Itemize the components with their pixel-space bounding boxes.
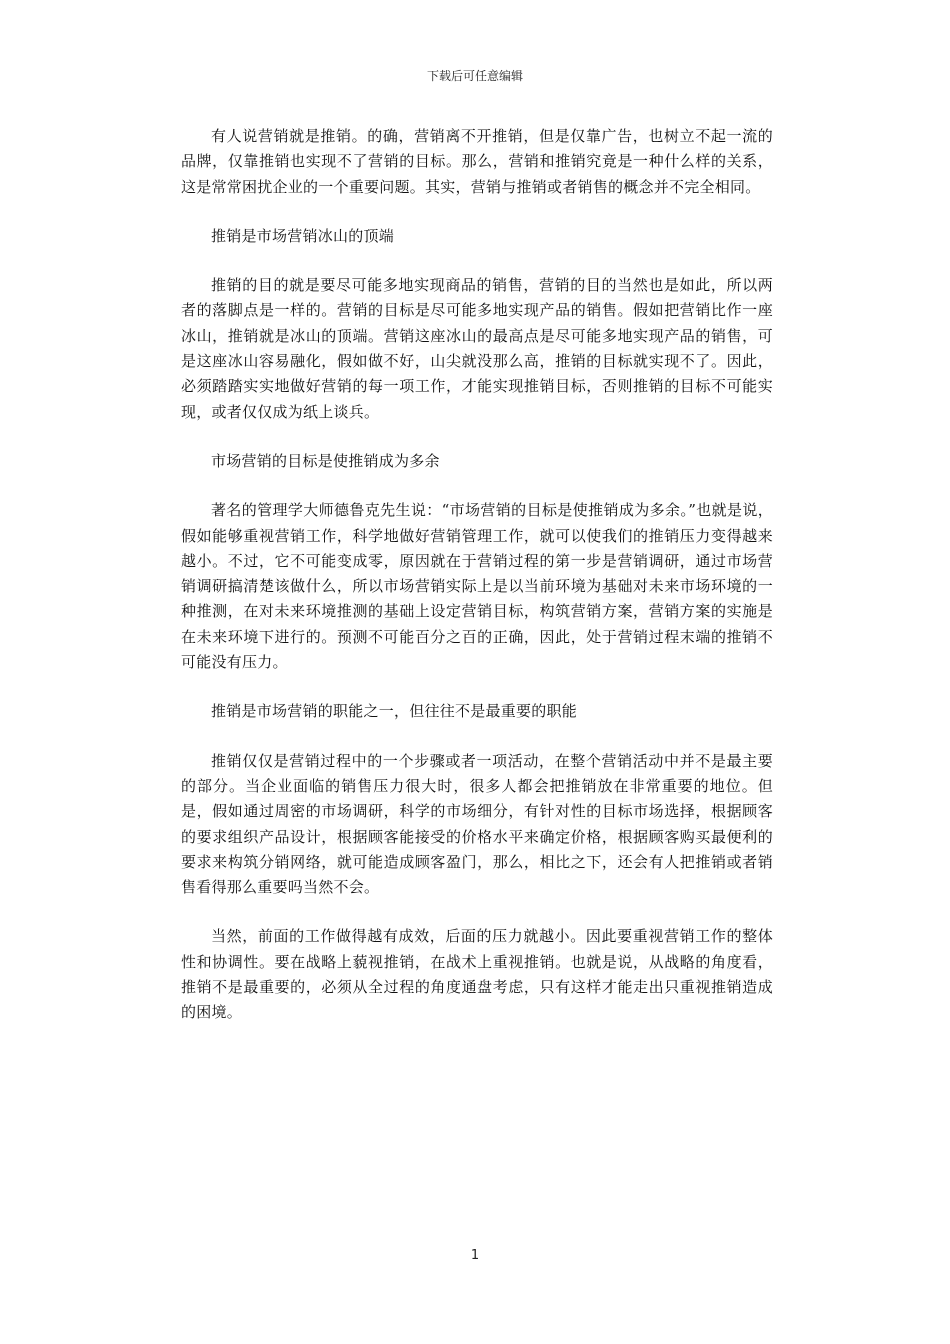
- paragraph-spacer: [181, 675, 773, 699]
- section-heading-iceberg: 推销是市场营销冰山的顶端: [211, 226, 395, 245]
- page-header: 下载后可任意编辑: [426, 69, 523, 83]
- paragraph-spacer: [181, 725, 773, 749]
- paragraph-spacer: [181, 249, 773, 273]
- paragraph-spacer: [181, 900, 773, 924]
- section-heading-function: 推销是市场营销的职能之一，但往往不是最重要的职能: [211, 702, 578, 721]
- paragraph-intro: 有人说营销就是推销。的确，营销离不开推销，但是仅靠广告，也树立不起一流的品牌，仅靠推销也实现不了营销的目标。那么，营销和推销究竟是一种什么样的关系，这是常常困扰企业的一个重要问题。其实，营销与推销或者销售的概念并不完全相同。: [181, 127, 773, 196]
- page-number: 1: [470, 1248, 480, 1263]
- paragraph-function: 推销仅仅是营销过程中的一个步骤或者一项活动，在整个营销活动中并不是最主要的部分。当企业面临的销售压力很大时，很多人都会把推销放在非常重要的地位。但是，假如通过周密的市场调研，科学的市场细分，有针对性的目标市场选择，根据顾客的要求组织产品设计，根据顾客能接受的价格水平来确定价格，根据顾客购买最便利的要求来构筑分销网络，就可能造成顾客盈门，那么，相比之下，还会有人把推销或者销售看得那么重要吗当然不会。: [181, 751, 773, 897]
- paragraph-drucker: 著名的管理学大师德鲁克先生说：“市场营销的目标是使推销成为多余。”也就是说，假如能够重视营销工作，科学地做好营销管理工作，就可以使我们的推销压力变得越来越小。不过，它不可能变成零，原因就在于营销过程的第一步是营销调研，通过市场营销调研搞清楚该做什么，所以市场营销实际上是以当前环境为基础对未来市场环境的一种推测，在对未来环境推测的基础上设定营销目标，构筑营销方案，营销方案的实施是在未来环境下进行的。预测不可能百分之百的正确，因此，处于营销过程末端的推销不可能没有压力。: [181, 501, 773, 672]
- paragraph-spacer: [181, 200, 773, 224]
- paragraph-spacer: [181, 425, 773, 449]
- section-heading-redundant-selling: 市场营销的目标是使推销成为多余: [211, 451, 440, 470]
- paragraph-conclusion: 当然，前面的工作做得越有成效，后面的压力就越小。因此要重视营销工作的整体性和协调性。要在战略上藐视推销，在战术上重视推销。也就是说，从战略的角度看，推销不是最重要的，必须从全过程的角度通盘考虑，只有这样才能走出只重视推销造成的困境。: [181, 927, 773, 1022]
- document-body: [181, 124, 773, 1026]
- paragraph-spacer: [181, 474, 773, 498]
- paragraph-iceberg: 推销的目的就是要尽可能多地实现商品的销售，营销的目的当然也是如此，所以两者的落脚点是一样的。营销的目标是尽可能多地实现产品的销售。假如把营销比作一座冰山，推销就是冰山的顶端。营销这座冰山的最高点是尽可能多地实现产品的销售，可是这座冰山容易融化，假如做不好，山尖就没那么高，推销的目标就实现不了。因此，必须踏踏实实地做好营销的每一项工作，才能实现推销目标，否则推销的目标不可能实现，或者仅仅成为纸上谈兵。: [181, 276, 773, 421]
